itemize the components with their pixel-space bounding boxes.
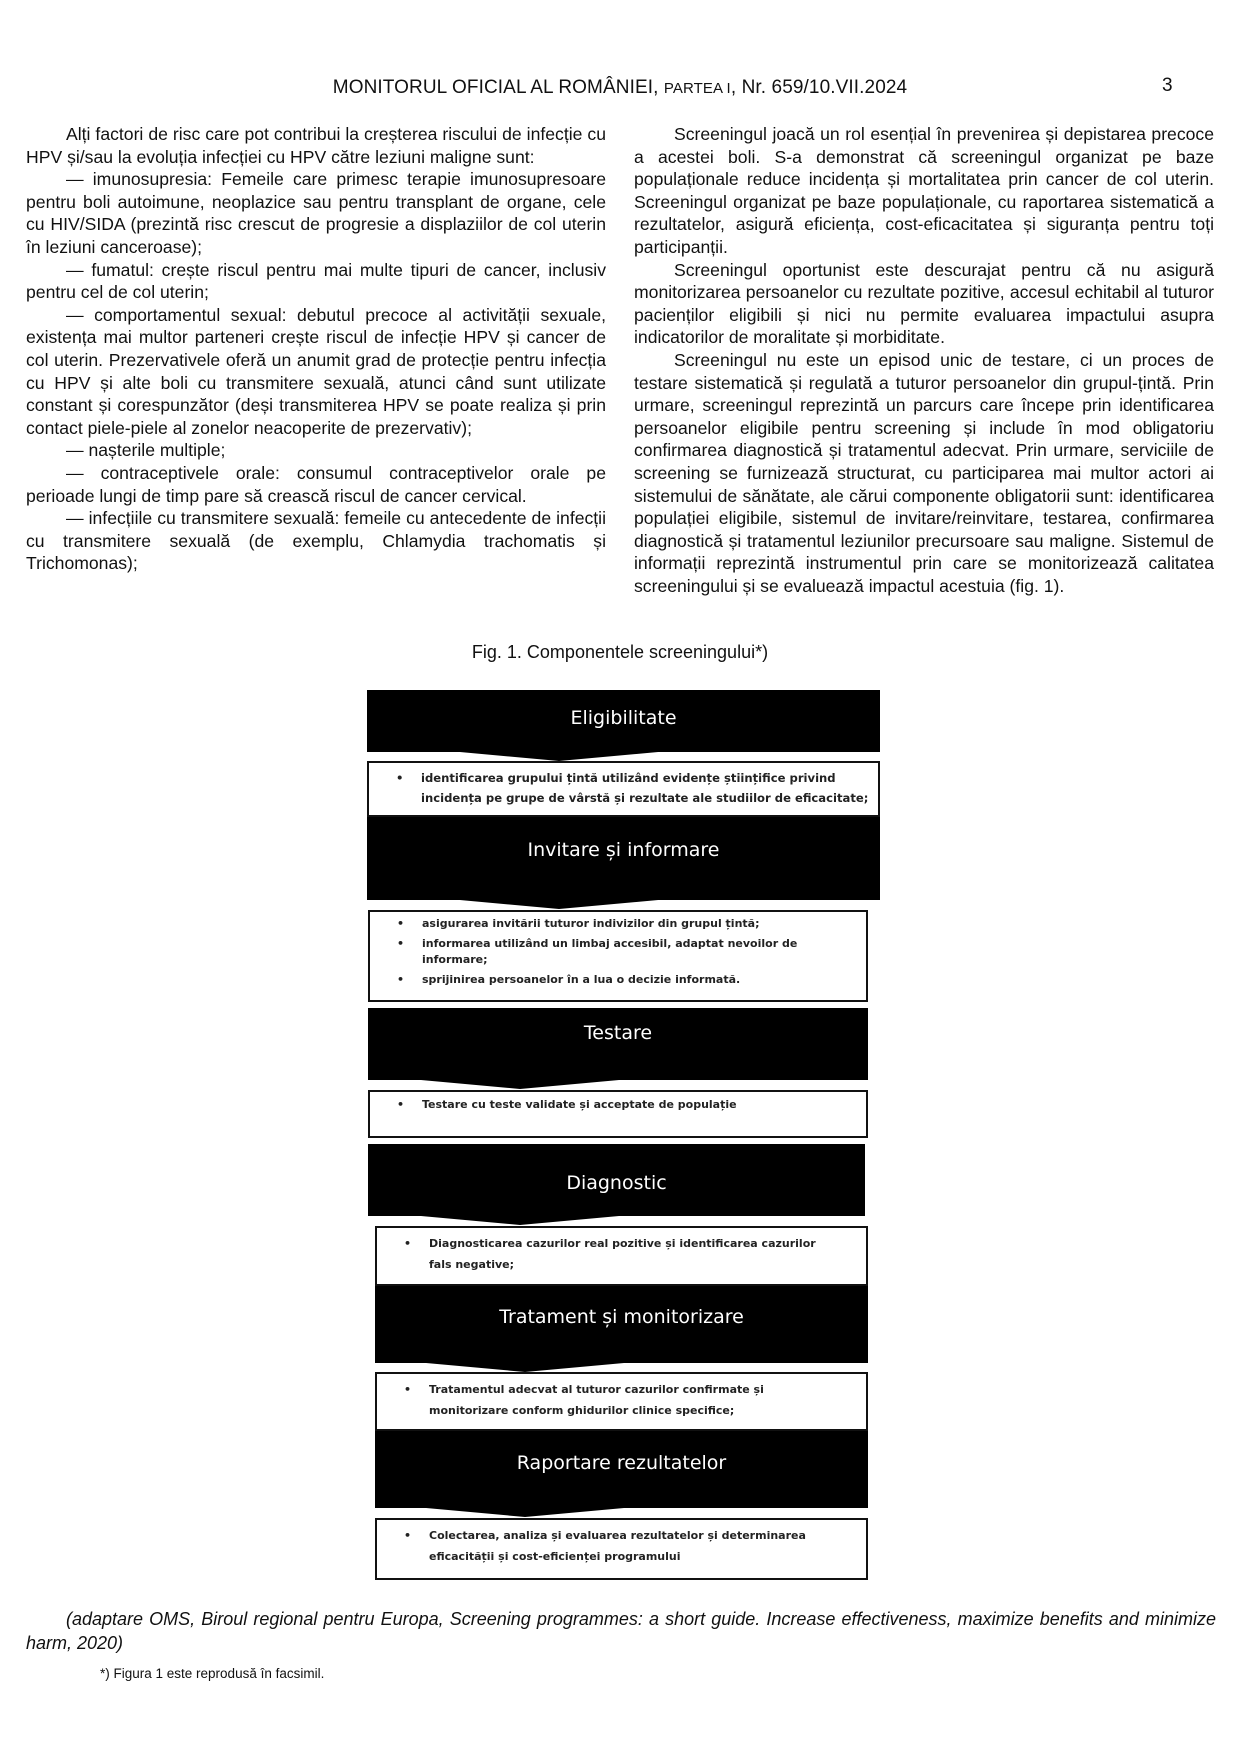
stage-details-box [367,761,880,817]
footnote: *) Figura 1 este reprodusă în facsimil. [100,1666,325,1681]
risk-factor-item: — comportamentul sexual: debutul precoce al activității sexuale, existența mai multor parteneri crește riscul de infecție HPV și cancer de col uterin. Prezervativele oferă un anumit grad de protecție pentru infecția cu HPV și alte boli cu transmitere sexuală, atunci când sunt utilizate constant și corespunzător (deși transmiterea HPV se poate realiza și prin contact piele-piele al zonelor neacoperite de prezervativ); [26,304,606,438]
bullet-text: Diagnosticarea cazurilor real pozitive și identificarea cazurilor fals negative; [429,1237,816,1271]
bullet-text: Colectarea, analiza și evaluarea rezultatelor și determinarea eficacității și cost-eficienței programului [429,1529,806,1563]
bullet-icon: • [397,917,405,930]
arrow-down-icon [410,1079,630,1089]
bullet-text: Testare cu teste validate și acceptate de populație [422,1098,737,1111]
arrow-down-icon [449,751,669,761]
figure-source-note [26,1608,1216,1655]
stage-invitare-informare [367,817,880,900]
figure-caption: Fig. 1. Componentele screeningului*) [471,642,769,662]
stage-testare [368,1008,868,1080]
paragraph: Screeningul oportunist este descurajat pentru că nu asigură monitorizarea persoanelor cu rezultate pozitive, accesul echitabil al tuturor pacienților eligibili și nici nu permite evaluarea impactului asupra indicatorilor de moralitate și morbiditate. [634,259,1214,348]
bullet-item [370,972,866,988]
bullet-icon: • [397,937,405,950]
stage-details-box [368,910,868,1002]
stage-details-box [368,1090,868,1138]
paragraph: Screeningul nu este un episod unic de testare, ci un proces de testare sistematică și regulată a tuturor persoanelor din grupul-țintă. Prin urmare, screeningul reprezintă un parcurs care începe prin identificarea persoanelor eligibile pentru screening și include în mod obligatoriu confirmarea diagnostică și tratamentul adecvat. Prin urmare, serviciile de screening se furnizează structurat, cu participarea mai multor actori ai sistemului de sănătate, ale cărui componente obligatorii sunt: identificarea populației eligibile, sistemul de invitare/reinvitare, testarea, confirmarea diagnostică și tratamentul leziunilor precursoare sau maligne. Sistemul de informații reprezintă instrumentul prin care se monitorizează calitatea screeningului și se evaluează impactul acestuia (fig. 1). [634,349,1214,596]
bullet-item [377,1233,866,1275]
arrow-down-icon [415,1507,635,1517]
stage-title: Raportare rezultatelor [516,1452,727,1474]
bullet-text: identificarea grupului țintă utilizând evidențe științifice privind incidența pe grupe de vârstă și rezultate ale studiilor de eficacitate; [421,771,869,805]
stage-title: Eligibilitate [570,707,677,729]
bullet-item [370,936,866,968]
stage-title: Testare [583,1022,653,1044]
bullet-icon: • [396,771,404,785]
bullet-icon: • [404,1529,412,1542]
arrow-down-icon [415,1362,635,1372]
risk-factor-item: — fumatul: crește riscul pentru mai multe tipuri de cancer, inclusiv pentru cel de col uterin; [26,259,606,303]
title-issue: , Nr. 659/10.VII.2024 [730,77,908,98]
stage-title: Tratament și monitorizare [499,1306,744,1328]
risk-factor-item: — imunosupresia: Femeile care primesc terapie imunosupresoare pentru boli autoimune, neoplazice sau pentru transplant de organe, cele cu HIV/SIDA (prezintă risc crescut de progresie a displaziilor de col uterin în leziuni canceroase); [26,169,606,257]
bullet-text: asigurarea invitării tuturor indivizilor din grupul țintă; [422,917,760,930]
stage-details-box [375,1518,868,1580]
bullet-icon: • [404,1237,412,1250]
risk-factor-item: — infecțiile cu transmitere sexuală: femeile cu antecedente de infecții cu transmitere sexuală (de exemplu, Chlamydia trachomatis și Trichomonas); [26,508,606,574]
title-main: MONITORUL OFICIAL AL ROMÂNIEI, [332,77,664,98]
bullet-item [377,1379,866,1421]
stage-diagnostic [368,1144,865,1216]
page-number: 3 [1162,75,1173,96]
arrow-down-icon [449,899,669,909]
bullet-item [377,1525,866,1567]
arrow-down-icon [410,1215,630,1225]
stage-raportare-rezultatelor [375,1431,868,1508]
source-text: (adaptare OMS, Biroul regional pentru Europa, Screening programmes: a short guide. Increase effectiveness, maximize benefits and minimize harm, 2020) [26,1609,1216,1653]
bullet-text: informarea utilizând un limbaj accesibil, adaptat nevoilor de informare; [422,937,798,966]
stage-tratament-monitorizare [375,1286,868,1363]
stage-title: Invitare și informare [527,839,720,861]
bullet-item [370,1095,866,1115]
bullet-text: sprijinirea persoanelor în a lua o decizie informată. [422,973,741,986]
bullet-text: Tratamentul adecvat al tuturor cazurilor confirmate și monitorizare conform ghidurilor clinice specifice; [429,1383,764,1417]
paragraph: Screeningul joacă un rol esențial în prevenirea și depistarea precoce a acestei boli. S-a demonstrat că screeningul organizat pe baze populaționale reduce incidența și mortalitatea prin cancer de col uterin. Screeningul organizat pe baze populaționale, cu raportarea sistematică a rezultatelor, asigură eficiența, cost-eficacitatea și siguranța pentru toți participanții. [634,124,1214,257]
bullet-icon: • [397,973,405,986]
risk-factor-item: — contraceptivele orale: consumul contraceptivelor orale pe perioade lungi de timp pare să crească riscul de cancer cervical. [26,462,606,506]
stage-details-box [375,1226,868,1286]
stage-title: Diagnostic [566,1172,667,1194]
bullet-icon: • [397,1098,405,1111]
bullet-item [370,916,866,932]
stage-eligibilitate [367,690,880,752]
bullet-icon: • [404,1383,412,1396]
stage-details-box [375,1372,868,1431]
bullet-item [369,768,878,808]
paragraph: Alți factori de risc care pot contribui la creșterea riscului de infecție cu HPV și/sau la evoluția infecției cu HPV către leziuni maligne sunt: [26,124,606,167]
title-part: PARTEA I [663,80,731,97]
risk-factor-item: — nașterile multiple; [66,440,226,461]
